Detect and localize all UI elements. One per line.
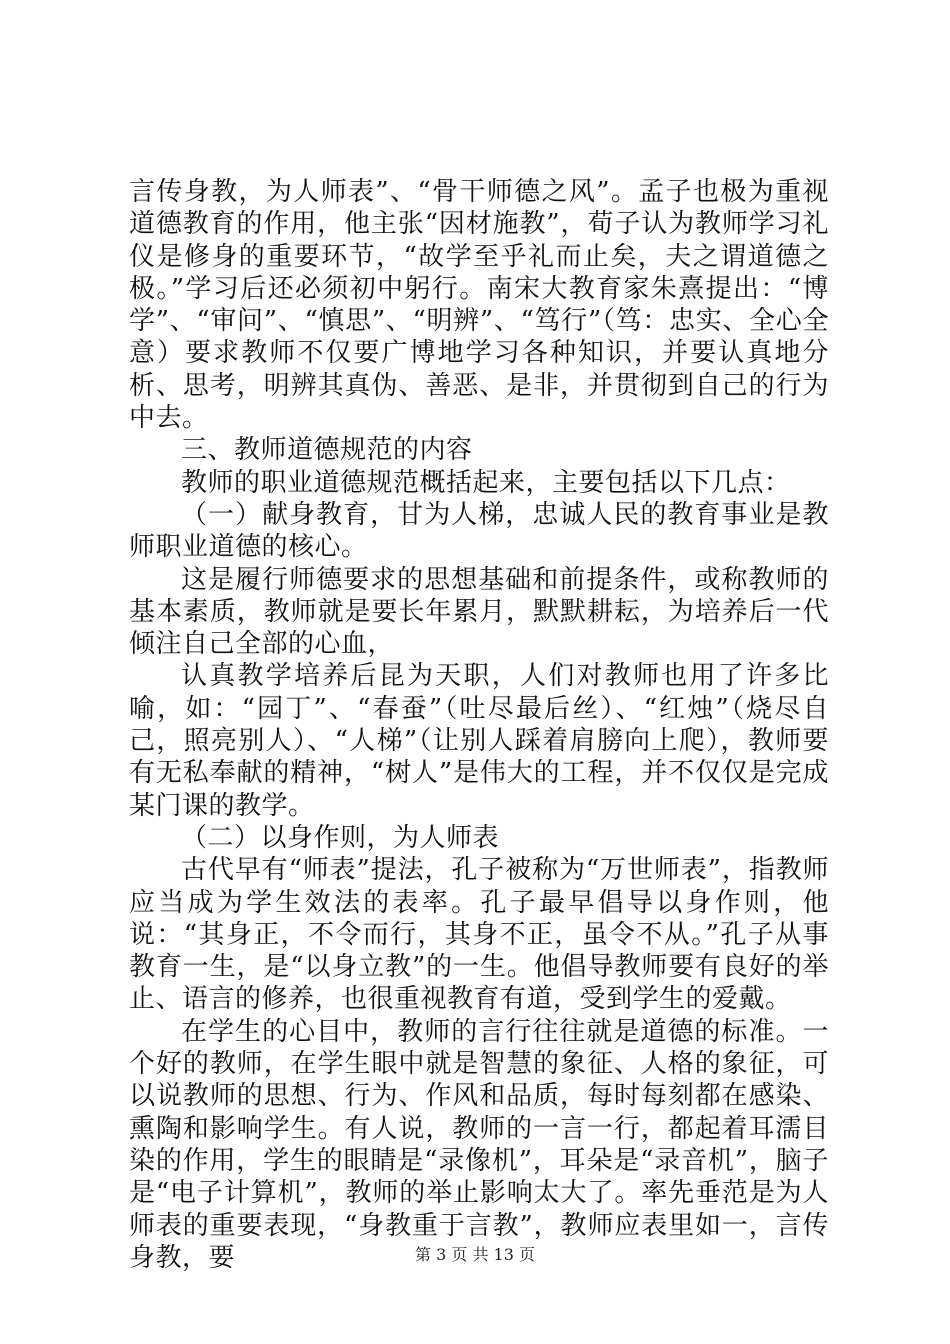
document-body <box>129 176 829 1274</box>
subheading-2: （二）以身作则，为人师表 <box>181 822 500 853</box>
subheading-1: （一）献身教育，甘为人梯，忠诚人民的教育事业是教师职业道德的核心。 <box>129 499 829 563</box>
paragraph-3: 教师的职业道德规范概括起来，主要包括以下几点： <box>181 467 791 498</box>
paragraph-8: 古代早有“师表”提法，孔子被称为“万世师表”，指教师应当成为学生效法的表率。孔子最早倡导以身作则，他说：“其身正，不令而行，其身不正，虽令不从。”孔子从事教育一生，是“以身立教”的一生。他倡导教师要有良好的举止、语言的修养，也很重视教育有道，受到学生的爱戴。 <box>129 855 829 1015</box>
paragraph-5: 这是履行师德要求的思想基础和前提条件，或称教师的基本素质，教师就是要长年累月，默默耕耘，为培养后一代倾注自己全部的心血， <box>129 564 829 660</box>
paragraph-9: 在学生的心目中，教师的言行往往就是道德的标准。一个好的教师，在学生眼中就是智慧的象征、人格的象征，可以说教师的思想、行为、作风和品质，每时每刻都在感染、熏陶和影响学生。有人说，教师的一言一行，都起着耳濡目染的作用，学生的眼睛是“录像机”，耳朵是“录音机”，脑子是“电子计算机”，教师的举止影响太大了。率先垂范是为人师表的重要表现，“身教重于言教”，教师应表里如一，言传身教，要 <box>129 1016 829 1273</box>
paragraph-6: 认真教学培养后昆为天职，人们对教师也用了许多比喻，如：“园丁”、“春蚕”（吐尽最后丝）、“红烛”（烧尽自己，照亮别人）、“人梯”（让别人踩着肩膀向上爬），教师要有无私奉献的精神，“树人”是伟大的工程，并不仅仅是完成某门课的教学。 <box>129 661 829 821</box>
paragraph-1: 言传身教，为人师表”、“骨干师德之风”。孟子也极为重视道德教育的作用，他主张“因材施教”，荀子认为教师学习礼仪是修身的重要环节，“故学至乎礼而止矣，夫之谓道德之极。”学习后还必须初中躬行。南宋大教育家朱熹提出：“博学”、“审问”、“慎思”、“明辨”、“笃行”（笃：忠实、全心全意）要求教师不仅要广博地学习各种知识，并要认真地分析、思考，明辨其真伪、善恶、是非，并贯彻到自己的行为中去。 <box>129 177 829 434</box>
section-heading-3: 三、教师道德规范的内容 <box>181 435 473 466</box>
page-footer: 第 3 页 共 13 页 <box>415 1245 535 1264</box>
